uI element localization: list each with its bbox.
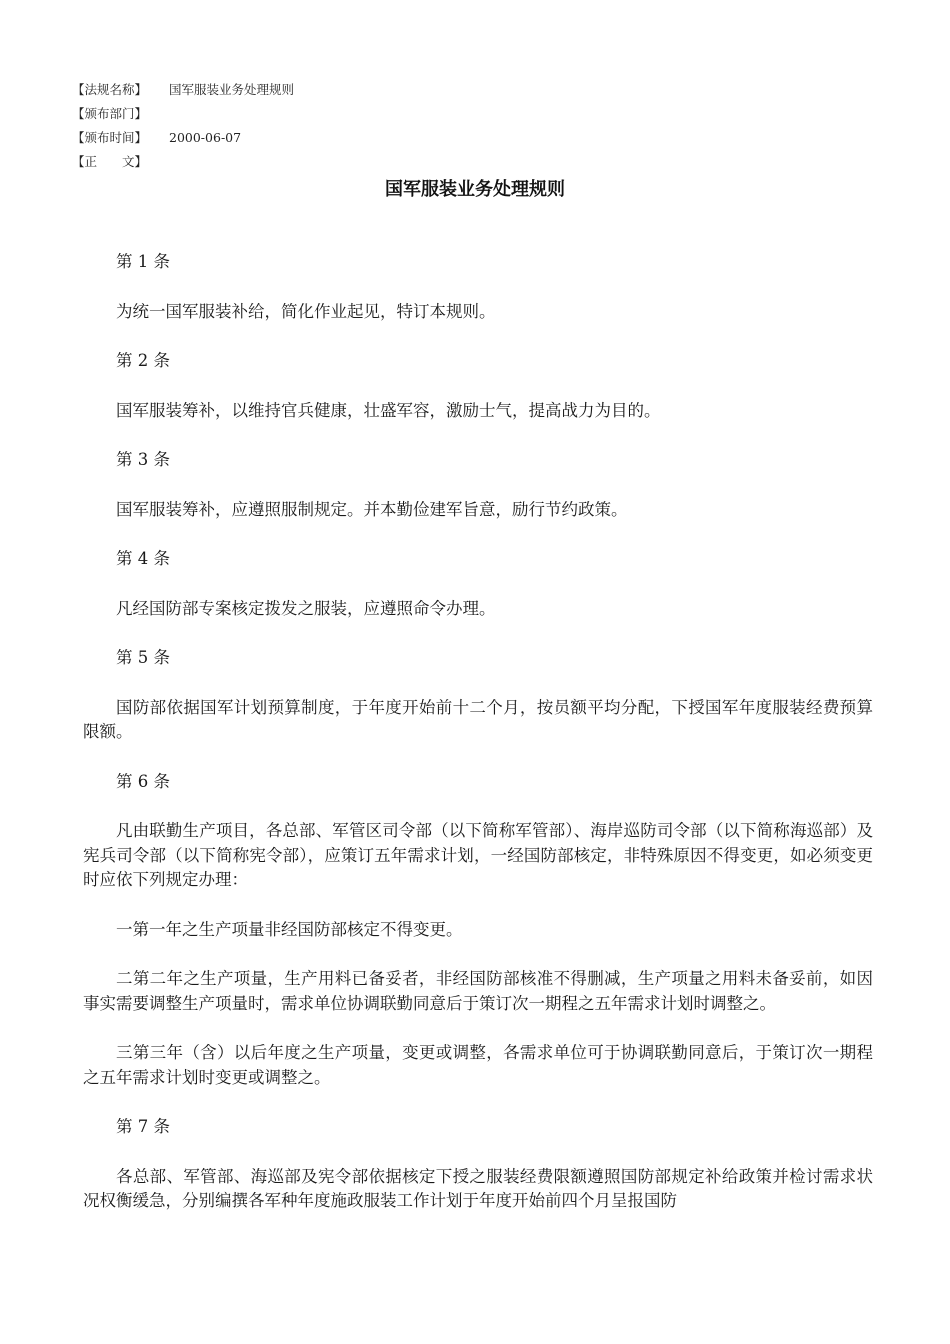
metadata-block: [72, 78, 294, 174]
meta-row-department: [72, 102, 294, 126]
article-text: 凡由联勤生产项目，各总部、军管区司令部（以下简称军管部）、海岸巡防司令部（以下简称海巡部）及宪兵司令部（以下简称宪令部），应策订五年需求计划，一经国防部核定，非特殊原因不得变更，如必须变更时应依下列规定办理：: [83, 821, 873, 889]
meta-row-date: [72, 126, 294, 150]
meta-key: 【颁布时间】: [72, 130, 148, 145]
article-text: 国防部依据国军计划预算制度，于年度开始前十二个月，按员额平均分配，下授国军年度服装经费预算限额。: [83, 697, 873, 741]
meta-key: 【正 文】: [72, 154, 148, 169]
meta-key: 【法规名称】: [72, 82, 148, 97]
article-heading: 第 4 条: [116, 549, 170, 568]
article-text: 国军服装筹补，应遵照服制规定。并本勤俭建军旨意，励行节约政策。: [116, 499, 628, 519]
article-heading: 第 5 条: [116, 648, 170, 667]
article-heading: 第 3 条: [116, 450, 170, 469]
article-text: 为统一国军服装补给，简化作业起见，特订本规则。: [116, 301, 496, 321]
article-clause: 二第二年之生产项量，生产用料已备妥者，非经国防部核准不得删减，生产项量之用料未备妥前，如因事实需要调整生产项量时，需求单位协调联勤同意后于策订次一期程之五年需求计划时调整之。: [83, 969, 873, 1013]
document-title: 国军服装业务处理规则: [385, 179, 565, 200]
article-heading: 第 1 条: [116, 252, 170, 271]
article-clause: 三第三年（含）以后年度之生产项量，变更或调整，各需求单位可于协调联勤同意后，于策订次一期程之五年需求计划时变更或调整之。: [83, 1043, 873, 1087]
article-heading: 第 2 条: [116, 351, 170, 370]
article-text: 国军服装筹补，以维持官兵健康，壮盛军容，激励士气，提高战力为目的。: [116, 400, 661, 420]
meta-value: 国军服装业务处理规则: [169, 82, 295, 97]
meta-key: 【颁布部门】: [72, 106, 148, 121]
article-heading: 第 6 条: [116, 771, 170, 791]
article-text: 各总部、军管部、海巡部及宪令部依据核定下授之服装经费限额遵照国防部规定补给政策并检讨需求状况权衡缓急，分别编撰各军种年度施政服装工作计划于年度开始前四个月呈报国防: [83, 1166, 873, 1210]
meta-row-name: [72, 78, 294, 102]
article-text: 凡经国防部专案核定拨发之服装，应遵照命令办理。: [116, 598, 496, 618]
article-heading: 第 7 条: [116, 1117, 170, 1136]
article-clause: 一第一年之生产项量非经国防部核定不得变更。: [116, 919, 463, 939]
meta-value: 2000-06-07: [169, 130, 242, 145]
meta-row-body: [72, 150, 294, 174]
document-body: [83, 250, 873, 1239]
